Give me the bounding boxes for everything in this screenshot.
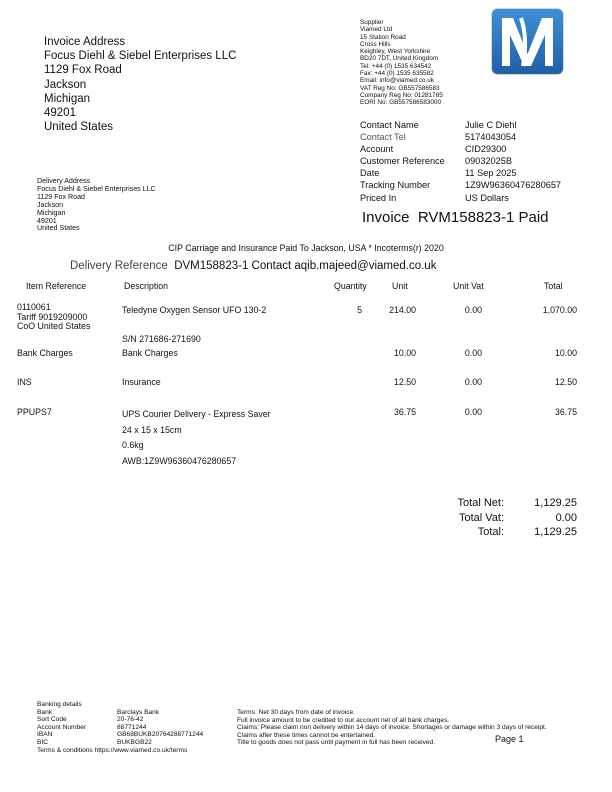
banking-row	[37, 731, 203, 739]
header-unit-vat: Unit Vat	[453, 281, 484, 291]
item-total: 1,070.00	[542, 305, 577, 315]
meta-row	[360, 131, 561, 143]
header-item-reference: Item Reference	[26, 281, 87, 291]
banking-row	[37, 739, 203, 747]
meta-label: Date	[360, 168, 380, 179]
item-unit: 10.00	[393, 348, 416, 358]
item-unit-vat: 0.00	[464, 348, 482, 358]
item-weight: 0.6kg	[122, 440, 144, 450]
header-description: Description	[124, 281, 169, 291]
invoice-address-line: United States	[44, 121, 114, 134]
item-unit: 214.00	[389, 305, 416, 315]
item-description-block	[122, 407, 271, 469]
total-net-label: Total Net:	[457, 497, 504, 509]
supplier-line: 15 Station Road	[360, 33, 406, 41]
terms-line: Title to goods does not pass until payment in full has been received.	[237, 739, 436, 747]
meta-row	[360, 155, 561, 167]
delivery-reference	[70, 260, 436, 272]
banking-label: Account Number	[37, 723, 87, 731]
meta-row	[360, 119, 561, 131]
delivery-address-line: Michigan	[37, 208, 66, 217]
supplier-line: Email: info@viamed.co.uk	[360, 77, 434, 85]
terms-line: Claims: Please claim non delivery within 14 days of invoice. Shortages or damage within 3 days of receipt.	[237, 724, 547, 732]
meta-row	[360, 143, 561, 155]
invoice-address-line: Michigan	[44, 92, 91, 105]
meta-row	[360, 179, 561, 191]
grand-total-row	[420, 525, 577, 540]
terms-line: Claims after these times cannot be entertained.	[237, 731, 376, 739]
banking-value: 20-76-42	[117, 716, 144, 724]
item-total: 10.00	[554, 348, 577, 358]
invoice-address-line: Jackson	[44, 78, 87, 91]
meta-label: Account	[360, 144, 394, 155]
total-vat-row	[420, 511, 577, 526]
supplier-line: EORI No: GB557586583000	[360, 99, 442, 107]
invoice-title: Invoice RVM158823-1 Paid	[362, 209, 549, 226]
item-reference: PPUPS7	[17, 407, 52, 417]
supplier-line: Supplier	[360, 19, 384, 26]
invoice-address-line: Focus Diehl & Siebel Enterprises LLC	[44, 50, 237, 63]
meta-label: Contact Tel	[360, 132, 406, 143]
meta-label: Tracking Number	[360, 180, 431, 191]
supplier-line: BD20 7DT, United Kingdom	[360, 55, 439, 63]
item-description: UPS Courier Delivery - Express Saver	[122, 409, 271, 419]
banking-row	[37, 724, 203, 732]
terms-line: Full invoice amount to be credited to our account net of all bank charges.	[237, 716, 450, 724]
item-unit: 12.50	[393, 377, 416, 387]
total-vat-value: 0.00	[555, 511, 577, 524]
incoterms-line: CIP Carriage and Insurance Paid To Jackson, USA * Incoterms(r) 2020	[168, 243, 444, 253]
meta-label: Contact Name	[360, 120, 419, 130]
banking-label: Bank	[37, 708, 53, 716]
supplier-line: Fax: +44 (0) 1535 635582	[360, 70, 434, 78]
banking-value: GB68BUKB20764288771244	[117, 731, 204, 739]
item-total: 12.50	[554, 377, 577, 387]
banking-row	[37, 709, 203, 717]
terms-line: Terms: Net 30 days from date of invoice.	[237, 709, 356, 716]
item-unit: 36.75	[393, 407, 416, 417]
supplier-line: Tel: +44 (0) 1535 634542	[360, 62, 432, 70]
item-unit-vat: 0.00	[464, 407, 482, 417]
supplier-line: Viamed Ltd	[360, 26, 393, 34]
meta-label: Priced In	[360, 192, 397, 203]
total-net-row	[420, 496, 577, 511]
total-net-value: 1,129.25	[534, 497, 577, 509]
delivery-address-line: Jackson	[37, 200, 64, 209]
terms-block	[237, 709, 609, 747]
invoice-address	[44, 35, 236, 134]
header-unit: Unit	[392, 281, 408, 291]
banking-row	[37, 716, 203, 724]
terms-link[interactable]: Terms & conditions https://www.viamed.co.uk/terms	[37, 746, 188, 754]
banking-title: Banking details	[37, 701, 82, 708]
meta-value: US Dollars	[465, 192, 509, 203]
item-reference: 0110061	[17, 302, 51, 312]
meta-value: 5174043054	[465, 132, 517, 143]
table-row-item	[17, 303, 90, 332]
item-unit-vat: 0.00	[464, 305, 482, 315]
item-tariff: Tariff 9019209000	[17, 311, 88, 322]
supplier-line: Company Reg No: 01281785	[360, 91, 443, 99]
supplier-address	[360, 19, 443, 107]
banking-value: 88771244	[117, 723, 147, 731]
item-reference: INS	[17, 377, 32, 387]
delivery-address-line: 1129 Fox Road	[37, 192, 85, 201]
banking-label: IBAN	[37, 731, 53, 739]
invoice-address-line: Invoice Address	[44, 36, 126, 48]
company-logo	[491, 8, 564, 75]
item-dimensions: 24 x 15 x 15cm	[122, 424, 182, 435]
meta-value: 1Z9W96360476280657	[465, 180, 562, 191]
banking-label: Sort Code	[37, 716, 67, 724]
item-unit-vat: 0.00	[464, 377, 482, 387]
item-awb: AWB:1Z9W96360476280657	[122, 455, 237, 466]
delivery-reference-label: Delivery Reference	[70, 260, 168, 272]
banking-details	[37, 701, 203, 754]
delivery-address-line: Delivery Address	[37, 177, 91, 185]
item-description: Teledyne Oxygen Sensor UFO 130-2	[122, 305, 267, 315]
item-quantity: 5	[357, 305, 362, 315]
supplier-line: VAT Reg No: GB557586583	[360, 84, 440, 92]
supplier-line: Cross Hills	[360, 40, 391, 48]
grand-total-label: Total:	[477, 526, 504, 538]
delivery-address-line: United States	[37, 224, 80, 233]
banking-value: Barclays Bank	[117, 708, 160, 716]
meta-value: Julie C Diehl	[465, 120, 517, 130]
meta-value: CID29300	[465, 144, 507, 155]
delivery-reference-value: DVM158823-1 Contact aqib.majeed@viamed.co.uk	[174, 260, 437, 272]
item-description: Bank Charges	[122, 348, 178, 358]
totals-block	[420, 496, 577, 540]
meta-value: 11 Sep 2025	[465, 168, 517, 179]
banking-value: BUKBGB22	[117, 738, 152, 746]
header-quantity: Quantity	[334, 281, 367, 291]
header-total: Total	[544, 281, 563, 291]
total-vat-label: Total Vat:	[458, 511, 504, 524]
grand-total-value: 1,129.25	[534, 526, 577, 538]
page-number: Page 1	[495, 734, 524, 744]
meta-label: Customer Reference	[360, 156, 445, 167]
item-serial: S/N 271686-271690	[122, 334, 201, 344]
supplier-line: Keighley, West Yorkshire	[360, 48, 431, 56]
delivery-address-line: 49201	[37, 216, 57, 225]
item-origin: CoO United States	[17, 321, 91, 332]
invoice-meta	[360, 119, 561, 204]
meta-row	[360, 192, 561, 204]
delivery-address	[37, 178, 156, 233]
meta-value: 09032025B	[465, 156, 513, 167]
item-total: 36.75	[554, 407, 577, 417]
delivery-address-line: Focus Diehl & Siebel Enterprises LLC	[37, 184, 156, 193]
meta-row	[360, 167, 561, 179]
invoice-address-line: 1129 Fox Road	[44, 64, 122, 77]
invoice-address-line: 49201	[44, 107, 76, 120]
item-description: Insurance	[122, 377, 161, 387]
item-reference: Bank Charges	[17, 348, 73, 358]
banking-label: BIC	[37, 738, 48, 746]
